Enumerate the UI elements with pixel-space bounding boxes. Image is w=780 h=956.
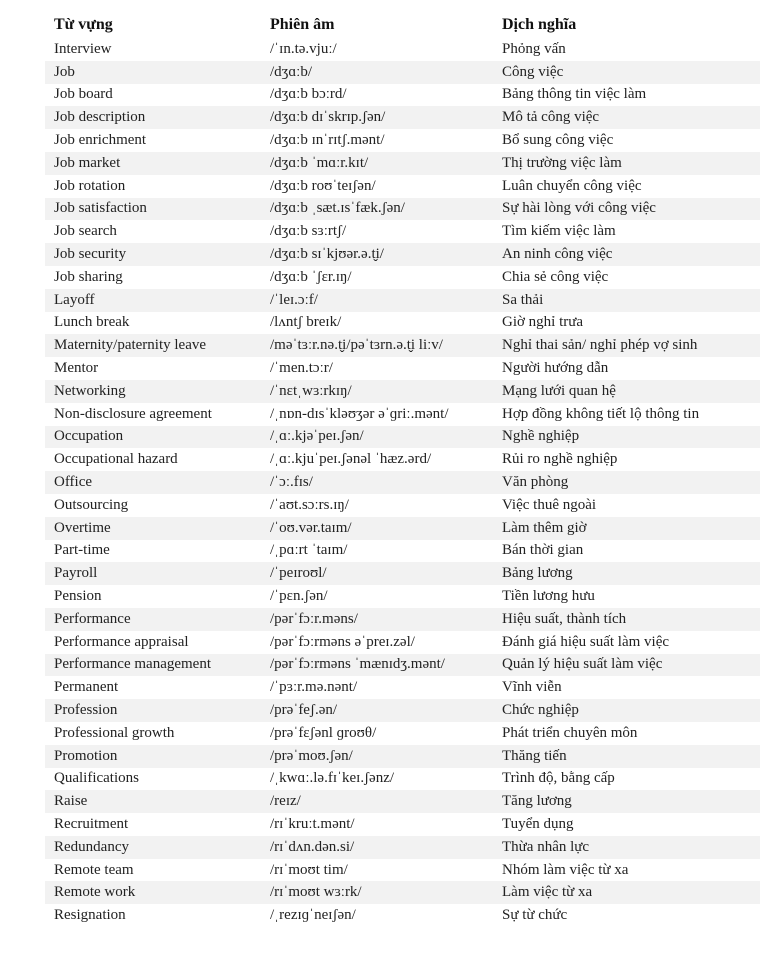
- phonetic-cell: /rɪˈkruːt.mənt/: [261, 813, 493, 836]
- meaning-cell: Bảng thông tin việc làm: [493, 84, 760, 107]
- phonetic-cell: /ˈpɜːr.mə.nənt/: [261, 676, 493, 699]
- meaning-cell: Quản lý hiệu suất làm việc: [493, 654, 760, 677]
- meaning-cell: Thị trường việc làm: [493, 152, 760, 175]
- word-cell: Job description: [45, 106, 261, 129]
- word-cell: Job: [45, 61, 261, 84]
- meaning-cell: Tuyển dụng: [493, 813, 760, 836]
- meaning-cell: An ninh công việc: [493, 243, 760, 266]
- table-header: [45, 12, 760, 38]
- meaning-cell: Làm việc từ xa: [493, 881, 760, 904]
- table-row: [45, 562, 760, 585]
- word-cell: Part-time: [45, 540, 261, 563]
- meaning-cell: Văn phòng: [493, 471, 760, 494]
- phonetic-cell: /ˌɑː.kjuˈpeɪ.ʃənəl ˈhæz.ərd/: [261, 448, 493, 471]
- table-row: [45, 722, 760, 745]
- table-row: [45, 243, 760, 266]
- meaning-cell: Người hướng dẫn: [493, 357, 760, 380]
- meaning-cell: Mạng lưới quan hệ: [493, 380, 760, 403]
- phonetic-cell: /dʒɑːb bɔːrd/: [261, 84, 493, 107]
- phonetic-cell: /ˈpeɪroʊl/: [261, 562, 493, 585]
- word-cell: Job board: [45, 84, 261, 107]
- table-row: [45, 106, 760, 129]
- table-row: [45, 836, 760, 859]
- phonetic-cell: /ˈpɛn.ʃən/: [261, 585, 493, 608]
- table-row: [45, 540, 760, 563]
- phonetic-cell: /lʌntʃ breɪk/: [261, 312, 493, 335]
- phonetic-cell: /rɪˈmoʊt wɜːrk/: [261, 881, 493, 904]
- table-row: [45, 334, 760, 357]
- table-row: [45, 631, 760, 654]
- word-cell: Performance appraisal: [45, 631, 261, 654]
- meaning-cell: Trình độ, bằng cấp: [493, 768, 760, 791]
- phonetic-cell: /ˈɔː.fɪs/: [261, 471, 493, 494]
- table-row: [45, 198, 760, 221]
- meaning-cell: Sự từ chức: [493, 904, 760, 927]
- meaning-cell: Đánh giá hiệu suất làm việc: [493, 631, 760, 654]
- table-row: [45, 152, 760, 175]
- word-cell: Non-disclosure agreement: [45, 403, 261, 426]
- meaning-cell: Sự hài lòng với công việc: [493, 198, 760, 221]
- word-cell: Job satisfaction: [45, 198, 261, 221]
- table-row: [45, 654, 760, 677]
- table-row: [45, 813, 760, 836]
- word-cell: Job search: [45, 220, 261, 243]
- word-cell: Mentor: [45, 357, 261, 380]
- meaning-cell: Mô tả công việc: [493, 106, 760, 129]
- phonetic-cell: /məˈtɜːr.nə.t̬i/pəˈtɜrn.ə.t̬i liːv/: [261, 334, 493, 357]
- table-row: [45, 881, 760, 904]
- table-row: [45, 768, 760, 791]
- meaning-cell: Nghề nghiệp: [493, 426, 760, 449]
- meaning-cell: Luân chuyển công việc: [493, 175, 760, 198]
- word-cell: Layoff: [45, 289, 261, 312]
- phonetic-cell: /pərˈfɔːr.məns/: [261, 608, 493, 631]
- phonetic-cell: /dʒɑːb ˌsæt.ɪsˈfæk.ʃən/: [261, 198, 493, 221]
- word-cell: Interview: [45, 38, 261, 61]
- phonetic-cell: /ˌpɑːrt ˈtaɪm/: [261, 540, 493, 563]
- word-cell: Performance: [45, 608, 261, 631]
- word-cell: Lunch break: [45, 312, 261, 335]
- meaning-cell: Tìm kiếm việc làm: [493, 220, 760, 243]
- table-row: [45, 380, 760, 403]
- table-row: [45, 266, 760, 289]
- word-cell: Networking: [45, 380, 261, 403]
- phonetic-cell: /dʒɑːb sɪˈkjʊər.ə.t̬i/: [261, 243, 493, 266]
- meaning-cell: Phỏng vấn: [493, 38, 760, 61]
- phonetic-cell: /dʒɑːb dɪˈskrɪp.ʃən/: [261, 106, 493, 129]
- meaning-cell: Bảng lương: [493, 562, 760, 585]
- meaning-cell: Hợp đồng không tiết lộ thông tin: [493, 403, 760, 426]
- table-row: [45, 357, 760, 380]
- phonetic-cell: /ˈɪn.tə.vjuː/: [261, 38, 493, 61]
- meaning-cell: Công việc: [493, 61, 760, 84]
- phonetic-cell: /dʒɑːb ɪnˈrɪtʃ.mənt/: [261, 129, 493, 152]
- phonetic-cell: /rɪˈdʌn.dən.si/: [261, 836, 493, 859]
- table-row: [45, 585, 760, 608]
- phonetic-cell: /dʒɑːb ˈmɑːr.kɪt/: [261, 152, 493, 175]
- meaning-cell: Phát triển chuyên môn: [493, 722, 760, 745]
- word-cell: Occupation: [45, 426, 261, 449]
- meaning-cell: Tăng lương: [493, 790, 760, 813]
- table-row: [45, 608, 760, 631]
- meaning-cell: Nhóm làm việc từ xa: [493, 859, 760, 882]
- meaning-cell: Chia sẻ công việc: [493, 266, 760, 289]
- phonetic-cell: /ˈoʊ.vər.taɪm/: [261, 517, 493, 540]
- word-cell: Remote work: [45, 881, 261, 904]
- phonetic-cell: /dʒɑːb sɜːrtʃ/: [261, 220, 493, 243]
- phonetic-cell: /ˈaʊt.sɔːrs.ɪŋ/: [261, 494, 493, 517]
- phonetic-cell: /ˌkwɑː.lə.fɪˈkeɪ.ʃənz/: [261, 768, 493, 791]
- word-cell: Job rotation: [45, 175, 261, 198]
- word-cell: Job sharing: [45, 266, 261, 289]
- table-row: [45, 61, 760, 84]
- word-cell: Remote team: [45, 859, 261, 882]
- word-cell: Office: [45, 471, 261, 494]
- table-row: [45, 220, 760, 243]
- word-cell: Raise: [45, 790, 261, 813]
- meaning-cell: Sa thải: [493, 289, 760, 312]
- table-row: [45, 676, 760, 699]
- word-cell: Job enrichment: [45, 129, 261, 152]
- word-cell: Job security: [45, 243, 261, 266]
- word-cell: Overtime: [45, 517, 261, 540]
- word-cell: Redundancy: [45, 836, 261, 859]
- meaning-cell: Bán thời gian: [493, 540, 760, 563]
- phonetic-cell: /ˈmen.tɔːr/: [261, 357, 493, 380]
- phonetic-cell: /pərˈfɔːrməns ˈmænɪdʒ.mənt/: [261, 654, 493, 677]
- phonetic-cell: /prəˈmoʊ.ʃən/: [261, 745, 493, 768]
- table-row: [45, 471, 760, 494]
- table-row: [45, 38, 760, 61]
- phonetic-cell: /ˌnɒn-dɪsˈkləʊʒər əˈɡriː.mənt/: [261, 403, 493, 426]
- phonetic-cell: /reɪz/: [261, 790, 493, 813]
- vocabulary-table: [45, 12, 760, 927]
- table-row: [45, 312, 760, 335]
- phonetic-cell: /dʒɑːb/: [261, 61, 493, 84]
- word-cell: Professional growth: [45, 722, 261, 745]
- header-phonetic: Phiên âm: [270, 16, 335, 33]
- word-cell: Promotion: [45, 745, 261, 768]
- meaning-cell: Nghỉ thai sản/ nghỉ phép vợ sinh: [493, 334, 760, 357]
- word-cell: Job market: [45, 152, 261, 175]
- table-row: [45, 699, 760, 722]
- word-cell: Occupational hazard: [45, 448, 261, 471]
- table-row: [45, 494, 760, 517]
- word-cell: Permanent: [45, 676, 261, 699]
- word-cell: Maternity/paternity leave: [45, 334, 261, 357]
- phonetic-cell: /dʒɑːb ˈʃɛr.ɪŋ/: [261, 266, 493, 289]
- word-cell: Pension: [45, 585, 261, 608]
- table-row: [45, 448, 760, 471]
- table-row: [45, 129, 760, 152]
- header-row: [45, 12, 760, 38]
- table-row: [45, 517, 760, 540]
- phonetic-cell: /ˈleɪ.ɔːf/: [261, 289, 493, 312]
- word-cell: Payroll: [45, 562, 261, 585]
- table-row: [45, 84, 760, 107]
- table-body: [45, 38, 760, 927]
- phonetic-cell: /prəˈfeʃ.ən/: [261, 699, 493, 722]
- word-cell: Resignation: [45, 904, 261, 927]
- table-row: [45, 426, 760, 449]
- word-cell: Profession: [45, 699, 261, 722]
- phonetic-cell: /dʒɑːb roʊˈteɪʃən/: [261, 175, 493, 198]
- word-cell: Qualifications: [45, 768, 261, 791]
- header-word: Từ vựng: [54, 16, 113, 33]
- meaning-cell: Chức nghiệp: [493, 699, 760, 722]
- phonetic-cell: /ˌrezɪɡˈneɪʃən/: [261, 904, 493, 927]
- word-cell: Recruitment: [45, 813, 261, 836]
- meaning-cell: Bổ sung công việc: [493, 129, 760, 152]
- meaning-cell: Việc thuê ngoài: [493, 494, 760, 517]
- table-row: [45, 904, 760, 927]
- phonetic-cell: /ˈnɛtˌwɜːrkɪŋ/: [261, 380, 493, 403]
- meaning-cell: Thăng tiến: [493, 745, 760, 768]
- table-row: [45, 289, 760, 312]
- meaning-cell: Tiền lương hưu: [493, 585, 760, 608]
- meaning-cell: Hiệu suất, thành tích: [493, 608, 760, 631]
- meaning-cell: Giờ nghỉ trưa: [493, 312, 760, 335]
- phonetic-cell: /prəˈfɛʃənl ɡroʊθ/: [261, 722, 493, 745]
- meaning-cell: Rủi ro nghề nghiệp: [493, 448, 760, 471]
- meaning-cell: Vĩnh viễn: [493, 676, 760, 699]
- meaning-cell: Thừa nhân lực: [493, 836, 760, 859]
- phonetic-cell: /rɪˈmoʊt tim/: [261, 859, 493, 882]
- word-cell: Performance management: [45, 654, 261, 677]
- table-row: [45, 859, 760, 882]
- meaning-cell: Làm thêm giờ: [493, 517, 760, 540]
- phonetic-cell: /ˌɑː.kjəˈpeɪ.ʃən/: [261, 426, 493, 449]
- table-row: [45, 175, 760, 198]
- table-row: [45, 403, 760, 426]
- phonetic-cell: /pərˈfɔːrməns əˈpreɪ.zəl/: [261, 631, 493, 654]
- header-meaning: Dịch nghĩa: [502, 16, 577, 33]
- table-row: [45, 790, 760, 813]
- table-row: [45, 745, 760, 768]
- word-cell: Outsourcing: [45, 494, 261, 517]
